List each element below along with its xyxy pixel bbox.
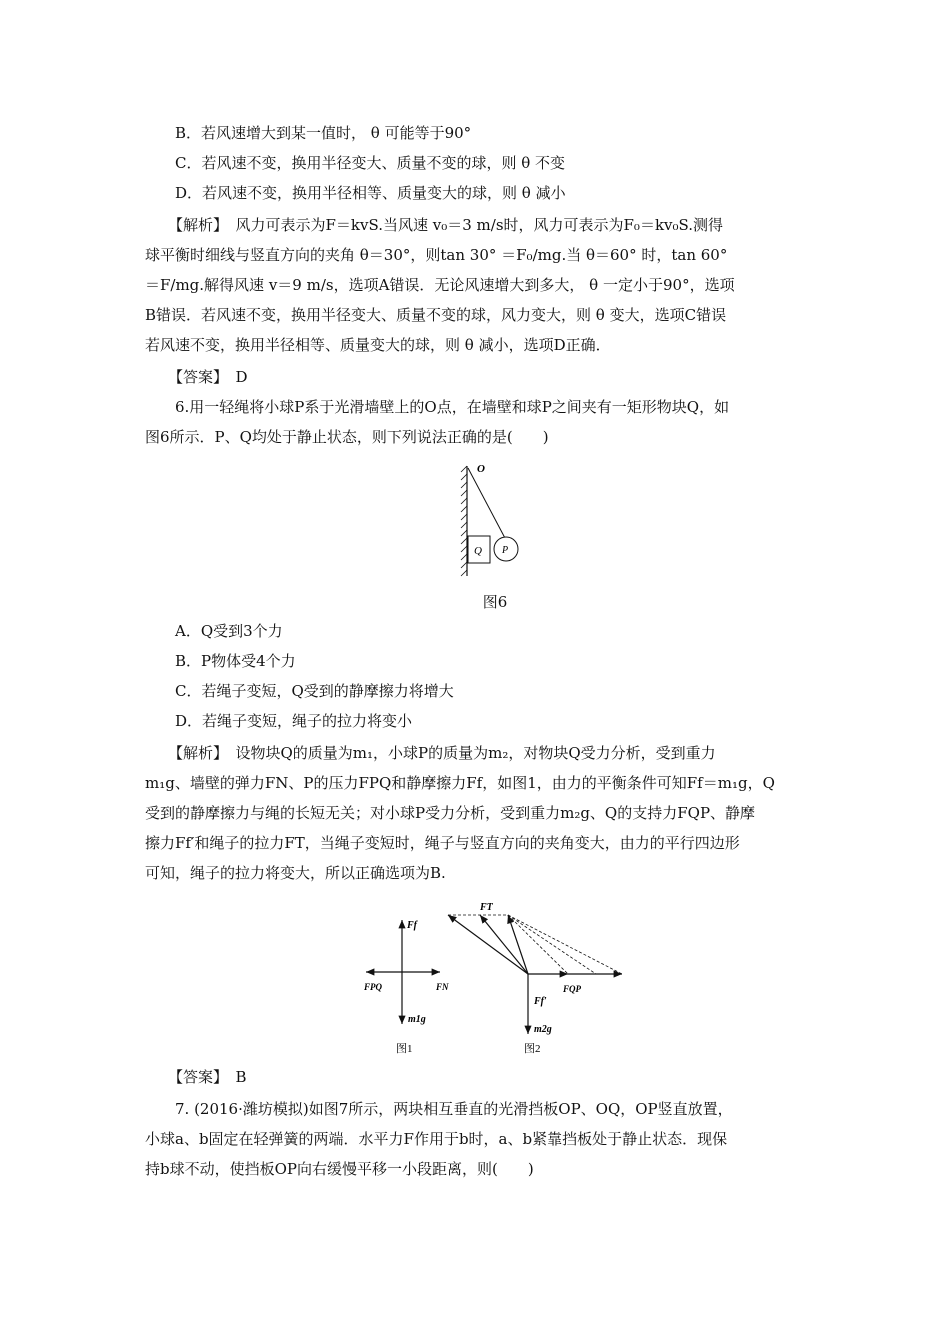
q6-analysis-line: 擦力Ff′和绳子的拉力FT，当绳子变短时，绳子与竖直方向的夹角变大，由力的平行四边形 [145,834,740,852]
figure-6-caption: 图6 [482,593,508,611]
label-q: Q [474,545,482,557]
q5-analysis-line: 球平衡时细线与竖直方向的夹角 θ＝30°，则tan 30° ＝F₀/mg.当 θ＝60° 时，tan 60° [145,246,728,264]
label-o: O [477,463,485,475]
label-fn: FN [436,982,449,992]
rope [468,468,506,540]
q7-stem-line: 持b球不动，使挡板OP向右缓慢平移一小段距离，则( ) [145,1160,534,1178]
label-ft: FT [480,902,493,913]
label-fpq: FPQ [364,982,382,992]
q5-analysis-line: 若风速不变，换用半径相等、质量变大的球，则 θ 减小，选项D正确． [145,336,611,354]
q6-stem-line: 6.用一轻绳将小球P系于光滑墙壁上的O点，在墙壁和球P之间夹有一矩形物块Q，如 [175,398,730,416]
figure-1 [366,920,440,1024]
q5-analysis-line: 【解析】 风力可表示为F＝kvS.当风速 v₀＝3 m/s时，风力可表示为F₀＝kv₀S.测得 [168,216,724,234]
q5-answer: 【答案】 D [168,368,248,386]
figure-1-caption: 图1 [396,1043,413,1055]
q5-analysis-line: B错误．若风速不变，换用半径变大、质量不变的球，风力变大，则 θ 变大，选项C错误 [145,306,727,324]
q6-option-c: C．若绳子变短，Q受到的静摩擦力将增大 [175,682,454,700]
q6-option-d: D．若绳子变短，绳子的拉力将变小 [175,712,413,730]
q5-analysis-line: ＝F/mg.解得风速 v＝9 m/s，选项A错误．无论风速增大到多大， θ 一定小于90°，选项 [145,276,735,294]
figure-1-2 [360,898,630,1058]
q6-option-b: B．P物体受4个力 [175,652,296,670]
figure-6 [455,460,535,585]
label-p: P [502,545,509,556]
q6-analysis-line: 可知，绳子的拉力将变大，所以正确选项为B. [145,864,446,882]
q7-stem-line: 小球a、b固定在轻弹簧的两端．水平力F作用于b时，a、b紧靠挡板处于静止状态．现保 [145,1130,728,1148]
q6-stem-line: 图6所示．P、Q均处于静止状态，则下列说法正确的是( ) [145,428,549,446]
q5-option-c: C．若风速不变，换用半径变大、质量不变的球，则 θ 不变 [175,154,566,172]
label-m2g: m2g [534,1024,552,1035]
figure-2-caption: 图2 [524,1043,541,1055]
label-fqp: FQP [563,984,581,994]
label-m1g: m1g [408,1014,426,1025]
q6-analysis-line: m₁g、墙壁的弹力FN、P的压力FPQ和静摩擦力Ff，如图1，由力的平衡条件可知Ff＝m₁g，Q [145,774,775,792]
q5-option-d: D．若风速不变，换用半径相等、质量变大的球，则 θ 减小 [175,184,566,202]
q6-analysis-line: 【解析】 设物块Q的质量为m₁，小球P的质量为m₂，对物块Q受力分析，受到重力 [168,744,716,762]
label-ff-prime: Ff′ [534,996,547,1007]
q7-stem-line: 7. (2016·潍坊模拟)如图7所示，两块相互垂直的光滑挡板OP、OQ，OP竖直放置， [175,1100,733,1118]
q6-answer: 【答案】 B [168,1068,247,1086]
label-ff: Ff [407,920,417,931]
q6-option-a: A．Q受到3个力 [175,622,283,640]
q6-analysis-line: 受到的静摩擦力与绳的长短无关；对小球P受力分析，受到重力m₂g、Q的支持力FQP、静摩 [145,804,756,822]
q5-option-b: B．若风速增大到某一值时， θ 可能等于90° [175,124,472,142]
